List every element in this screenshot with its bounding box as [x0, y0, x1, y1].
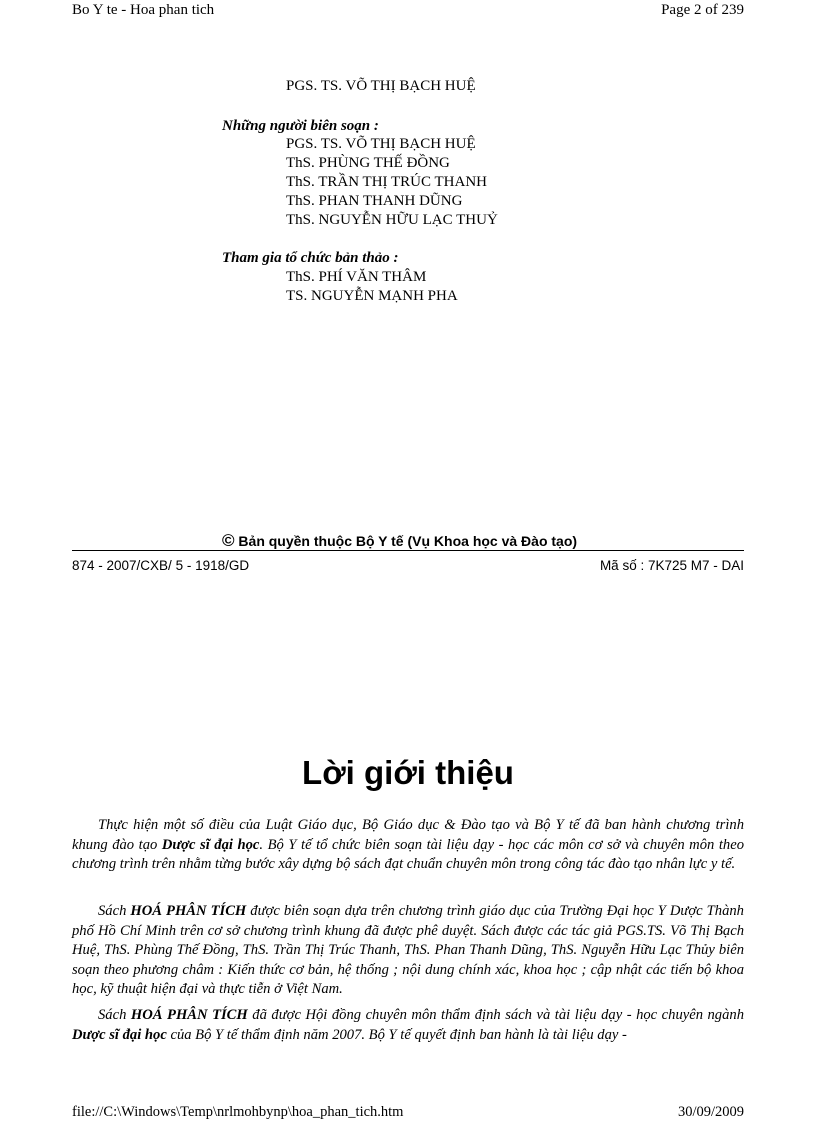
intro-paragraph-3: Sách HOÁ PHÂN TÍCH đã được Hội đồng chuyên môn thẩm định sách và tài liệu dạy - học chuyên ngành Dược sĩ đại học của Bộ Y tế thẩm định năm 2007. Bộ Y tế quyết định ban hành là tài liệu dạy - [72, 1007, 744, 1043]
book-code: Mã số : 7K725 M7 - DAI [599, 558, 744, 573]
intro-paragraph-2: Sách HOÁ PHÂN TÍCH được biên soạn dựa trên chương trình giáo dục của Trường Đại học Y Dược Thành phố Hồ Chí Minh trên cơ sở chương trình khung đã được phê duyệt. Sách được các tác giả PGS.TS. Võ Thị Bạch Huệ, ThS. Phùng Thế Đồng, ThS. Trần Thị Trúc Thanh, ThS. Phan Thanh Dũng, ThS. Nguyễn Hữu Lạc Thủy biên soạn theo phương châm : Kiến thức cơ bản, hệ thống ; nội dung chính xác, khoa học ; cập nhật các tiến bộ khoa học, kỹ thuật hiện đại và thực tiễn ở Việt Nam. [72, 903, 744, 998]
intro-paragraph-1: Thực hiện một số điều của Luật Giáo dục, Bộ Giáo dục & Đào tạo và Bộ Y tế đã ban hành chương trình khung đào tạo Dược sĩ đại học. Bộ Y tế tổ chức biên soạn tài liệu dạy - học các môn cơ sở và chuyên môn theo chương trình trên nhằm từng bước xây dựng bộ sách đạt chuẩn chuyên môn trong công tác đào tạo nhân lực y tế. [72, 817, 744, 873]
authors-heading: Những người biên soạn : [222, 118, 379, 134]
organizers-heading: Tham gia tổ chức bản thảo : [222, 250, 399, 266]
divider-line [72, 550, 744, 551]
organizer-name: TS. NGUYỄN MẠNH PHA [286, 288, 458, 304]
author-name: ThS. TRẦN THỊ TRÚC THANH [286, 174, 487, 190]
chief-editor: PGS. TS. VÕ THỊ BẠCH HUỆ [286, 78, 476, 94]
publishing-license-number: 874 - 2007/CXB/ 5 - 1918/GD [72, 558, 250, 573]
author-name: ThS. NGUYỄN HỮU LẠC THUỶ [286, 212, 498, 228]
copyright-text: Bản quyền thuộc Bộ Y tế (Vụ Khoa học và Đào tạo) [238, 533, 578, 549]
author-name: ThS. PHÙNG THẾ ĐỒNG [286, 155, 450, 171]
print-header-page-number: Page 2 of 239 [661, 2, 744, 18]
print-footer-date: 30/09/2009 [677, 1104, 744, 1120]
author-list [286, 135, 498, 230]
author-name: PGS. TS. VÕ THỊ BẠCH HUỆ [286, 136, 476, 152]
organizer-name: ThS. PHÍ VĂN THÂM [286, 269, 427, 285]
organizer-list [286, 268, 458, 306]
introduction-title: Lời giới thiệu [302, 754, 514, 791]
print-footer-file-path: file://C:\Windows\Temp\nrlmohbynp\hoa_phan_tich.htm [72, 1104, 404, 1120]
print-header-title: Bo Y te - Hoa phan tich [72, 2, 215, 18]
copyright-symbol: © [222, 531, 235, 550]
copyright-notice [222, 531, 577, 551]
author-name: ThS. PHAN THANH DŨNG [286, 193, 463, 209]
